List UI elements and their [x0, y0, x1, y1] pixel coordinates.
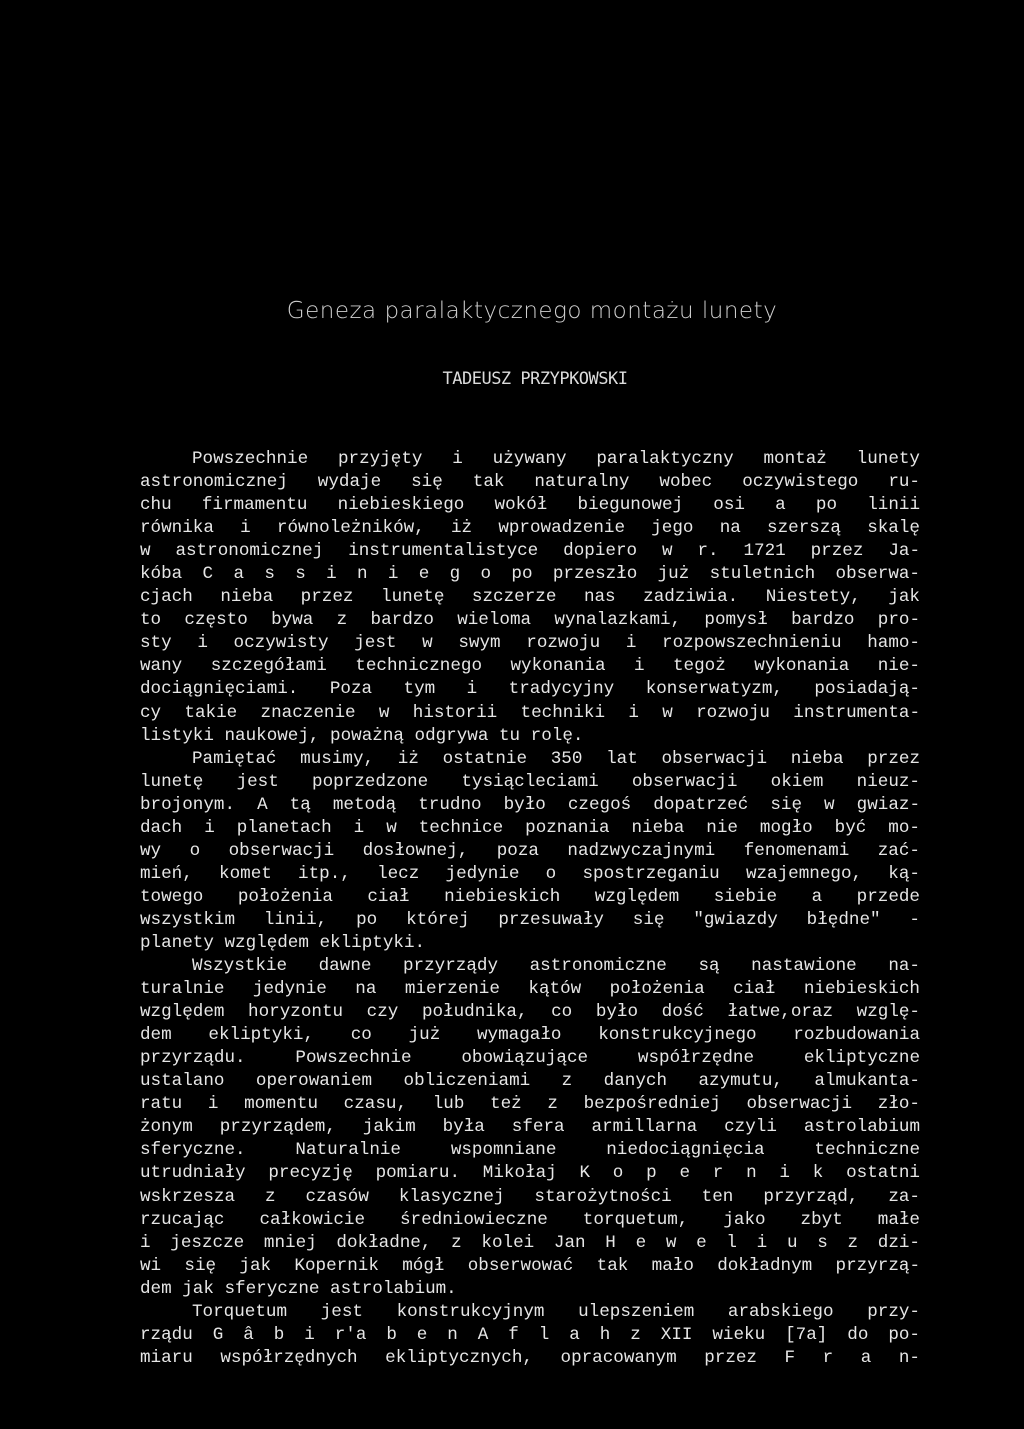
text-line: wi się jak Kopernik mógł obserwować tak mało dokładnym przyrzą- — [140, 1255, 920, 1276]
text-line: i jeszcze mniej dokładne, z kolei Jan H e w e l i u s z dzi- — [140, 1232, 920, 1253]
text-line: sty i oczywisty jest w swym rozwoju i rozpowszechnieniu hamo- — [140, 633, 920, 654]
text-line: cy takie znaczenie w historii techniki i w rozwoju instrumenta- — [140, 702, 920, 723]
text-line: żonym przyrządem, jakim była sfera armillarna czyli astrolabium — [140, 1117, 920, 1138]
text-line: Pamiętać musimy, iż ostatnie 350 lat obserwacji nieba przez — [192, 748, 920, 769]
text-line: lunetę jest poprzedzone tysiącleciami obserwacji okiem nieuz- — [140, 771, 920, 792]
text-line: wszystkim linii, po której przesuwały się "gwiazdy błędne" - — [140, 909, 920, 930]
text-line: mień, komet itp., lecz jedynie o spostrzeganiu wzajemnego, ką- — [140, 863, 920, 884]
article-author: TADEUSZ PRZYPKOWSKI — [442, 369, 628, 389]
text-line: dociągnięciami. Poza tym i tradycyjny konserwatyzm, posiadają- — [140, 679, 920, 700]
text-line: listyki naukowej, poważną odgrywa tu rolę. — [140, 725, 584, 746]
text-line: ratu i momentu czasu, lub też z bezpośredniej obserwacji zło- — [140, 1094, 920, 1115]
article-body — [140, 448, 920, 1370]
text-line: w astronomicznej instrumentalistyce dopiero w r. 1721 przez Ja- — [140, 541, 920, 562]
text-line: towego położenia ciał niebieskich względem siebie a przede — [140, 886, 920, 907]
text-line: planety względem ekliptyki. — [140, 932, 426, 953]
text-line: miaru współrzędnych ekliptycznych, opracowanym przez F r a n- — [140, 1347, 920, 1368]
text-line: chu firmamentu niebieskiego wokół biegunowej osi a po linii — [140, 495, 920, 516]
text-line: brojonym. A tą metodą trudno było czegoś dopatrzeć się w gwiaz- — [140, 794, 920, 815]
text-line: to często bywa z bardzo wieloma wynalazkami, pomysł bardzo pro- — [140, 610, 920, 631]
text-line: Torquetum jest konstrukcyjnym ulepszeniem arabskiego przy- — [192, 1301, 920, 1322]
text-line: dach i planetach i w technice poznania nieba nie mogło być mo- — [140, 817, 920, 838]
article-title: Geneza paralaktycznego montażu lunety — [286, 298, 778, 324]
text-line: względem horyzontu czy południka, co było dość łatwe,oraz wzglę- — [140, 1002, 920, 1023]
text-line: Wszystkie dawne przyrządy astronomiczne są nastawione na- — [192, 956, 920, 977]
text-line: ustalano operowaniem obliczeniami z danych azymutu, almukanta- — [140, 1071, 920, 1092]
text-line: wany szczegółami technicznego wykonania i tegoż wykonania nie- — [140, 656, 920, 677]
text-line: turalnie jedynie na mierzenie kątów położenia ciał niebieskich — [140, 979, 920, 1000]
text-line: cjach nieba przez lunetę szczerze nas zadziwia. Niestety, jak — [140, 587, 920, 608]
text-line: wy o obserwacji dosłownej, poza nadzwyczajnymi fenomenami zać- — [140, 840, 920, 861]
text-line: wskrzesza z czasów klasycznej starożytności ten przyrząd, za- — [140, 1186, 920, 1207]
text-line: dem ekliptyki, co już wymagało konstrukcyjnego rozbudowania — [140, 1025, 920, 1046]
text-line: sferyczne. Naturalnie wspomniane niedociągnięcia techniczne — [140, 1140, 920, 1161]
text-line: astronomicznej wydaje się tak naturalny wobec oczywistego ru- — [140, 472, 920, 493]
text-line: utrudniały precyzję pomiaru. Mikołaj K o p e r n i k ostatni — [140, 1163, 920, 1184]
text-line: dem jak sferyczne astrolabium. — [140, 1278, 457, 1299]
text-line: rządu G â b i r'a b e n A f l a h z XII wieku [7a] do po- — [140, 1324, 920, 1345]
text-line: Powszechnie przyjęty i używany paralaktyczny montaż lunety — [192, 449, 920, 469]
text-line: rzucając całkowicie średniowieczne torquetum, jako zbyt małe — [140, 1209, 920, 1230]
text-line: kóba C a s s i n i e g o po przeszło już stuletnich obserwa- — [140, 564, 920, 585]
text-line: równika i równoleżników, iż wprowadzenie jego na szerszą skalę — [140, 518, 920, 539]
text-line: przyrządu. Powszechnie obowiązujące współrzędne ekliptyczne — [140, 1048, 920, 1069]
